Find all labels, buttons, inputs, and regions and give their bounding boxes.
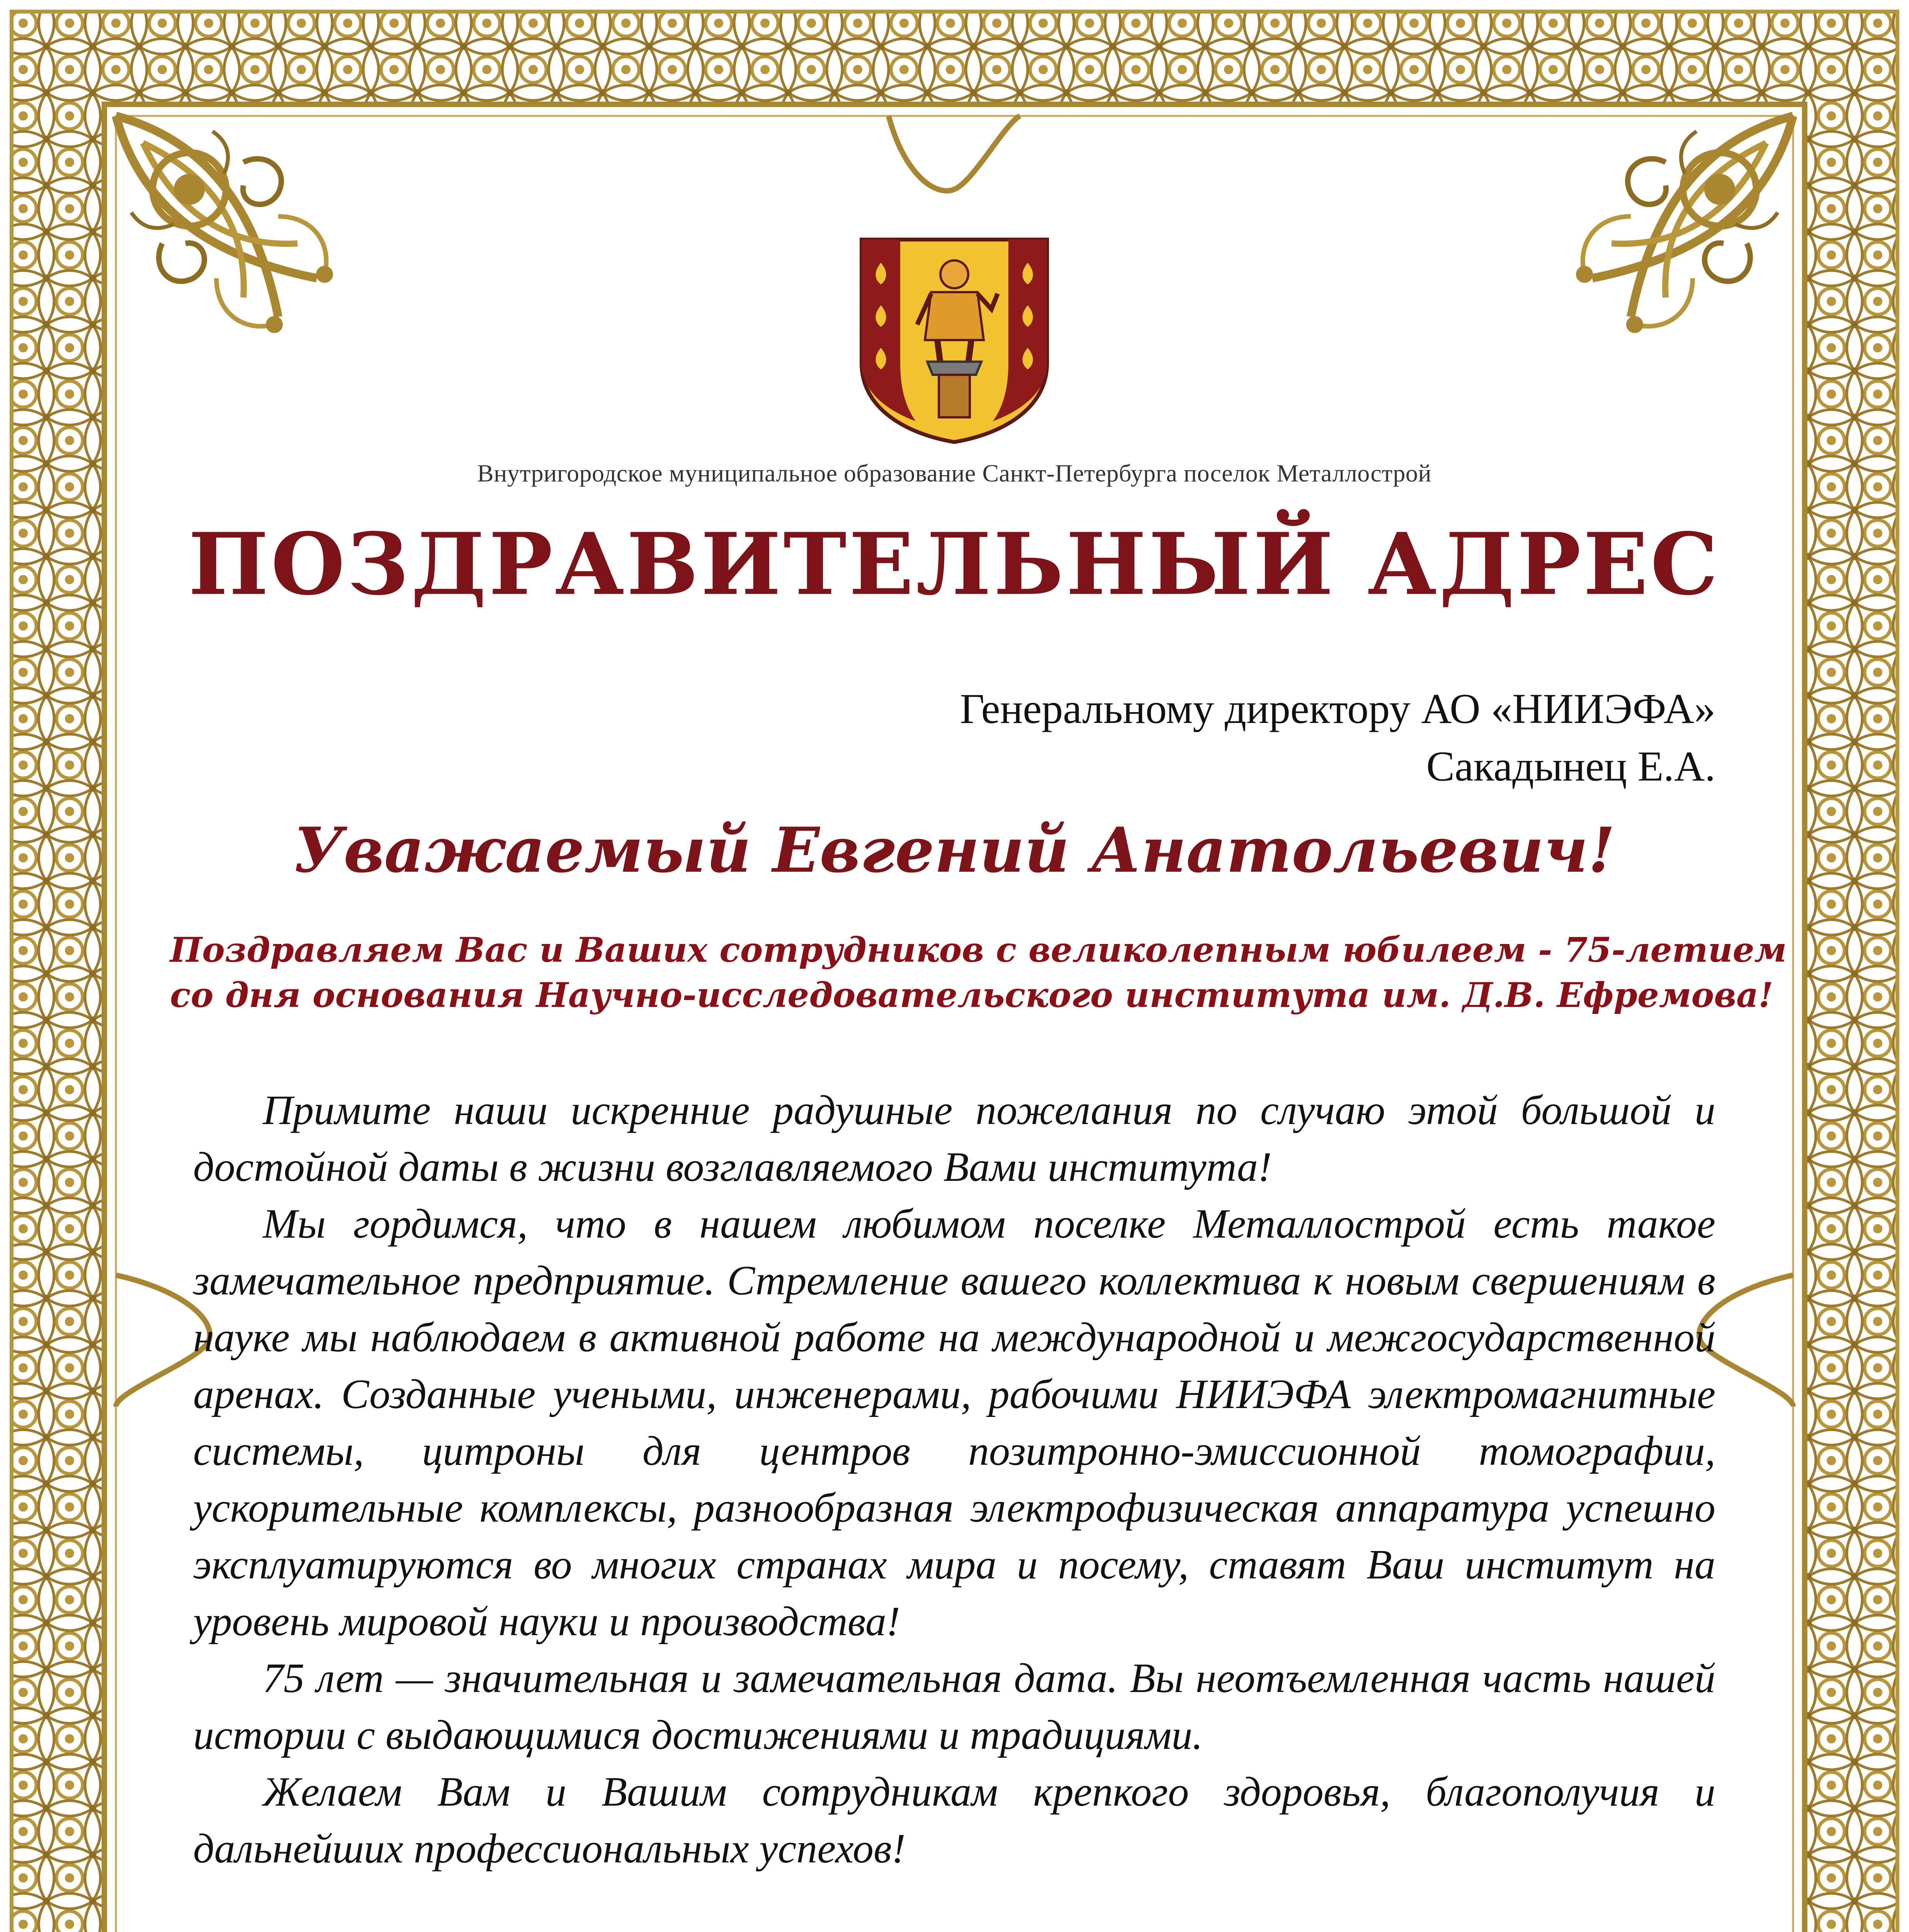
metallostroy-coat-of-arms-icon xyxy=(846,232,1062,448)
body-paragraph: Примите наши искренние радушные пожелания по случаю этой большой и достойной даты в жизни возглавляемого Вами института! xyxy=(193,1087,1715,1190)
document-title: ПОЗДРАВИТЕЛЬНЫЙ АДРЕС xyxy=(188,514,1720,614)
addressee-name: Сакадынец Е.А. xyxy=(1426,742,1715,790)
body-paragraph: Мы гордимся, что в нашем любимом поселке Металлострой есть такое замечательное предприятие. Стремление вашего коллектива к новым свершениям в науке мы наблюдаем в активной работе на международной и межгосударственной аренах. Созданные учеными, инженерами, рабочими НИИЭФА электромагнитные системы, цитроны для центров позитронно-эмиссионной томографии, ускорительные комплексы, разнообразная электрофизическая аппаратура успешно эксплуатируются во многих странах мира и посему, ставят Ваш институт на уровень мировой науки и производства! xyxy=(193,1201,1715,1645)
addressee-block xyxy=(960,680,1715,795)
body-paragraph: Желаем Вам и Вашим сотрудникам крепкого здоровья, благополучия и дальнейших профессиональных успехов! xyxy=(193,1769,1715,1872)
lead-paragraph xyxy=(170,927,1787,1018)
body-paragraph: 75 лет — значительная и замечательная дата. Вы неотъемленная часть нашей истории с выдающимися достижениями и традициями. xyxy=(193,1655,1715,1758)
salutation: Уважаемый Евгений Анатольевич! xyxy=(293,814,1615,886)
letter-content xyxy=(170,201,1787,1932)
lead-line: Поздравляем Вас и Ваших сотрудников с великолепным юбилеем - 75-летием xyxy=(170,930,1787,970)
letter-body xyxy=(193,1082,1715,1877)
addressee-position: Генеральному директору АО «НИИЭФА» xyxy=(960,685,1715,732)
municipality-name: Внутригородское муниципальное образование Санкт-Петербурга поселок Металлострой xyxy=(477,459,1432,487)
lead-line: со дня основания Научно-исследовательского института им. Д.В. Ефремова! xyxy=(170,975,1773,1015)
